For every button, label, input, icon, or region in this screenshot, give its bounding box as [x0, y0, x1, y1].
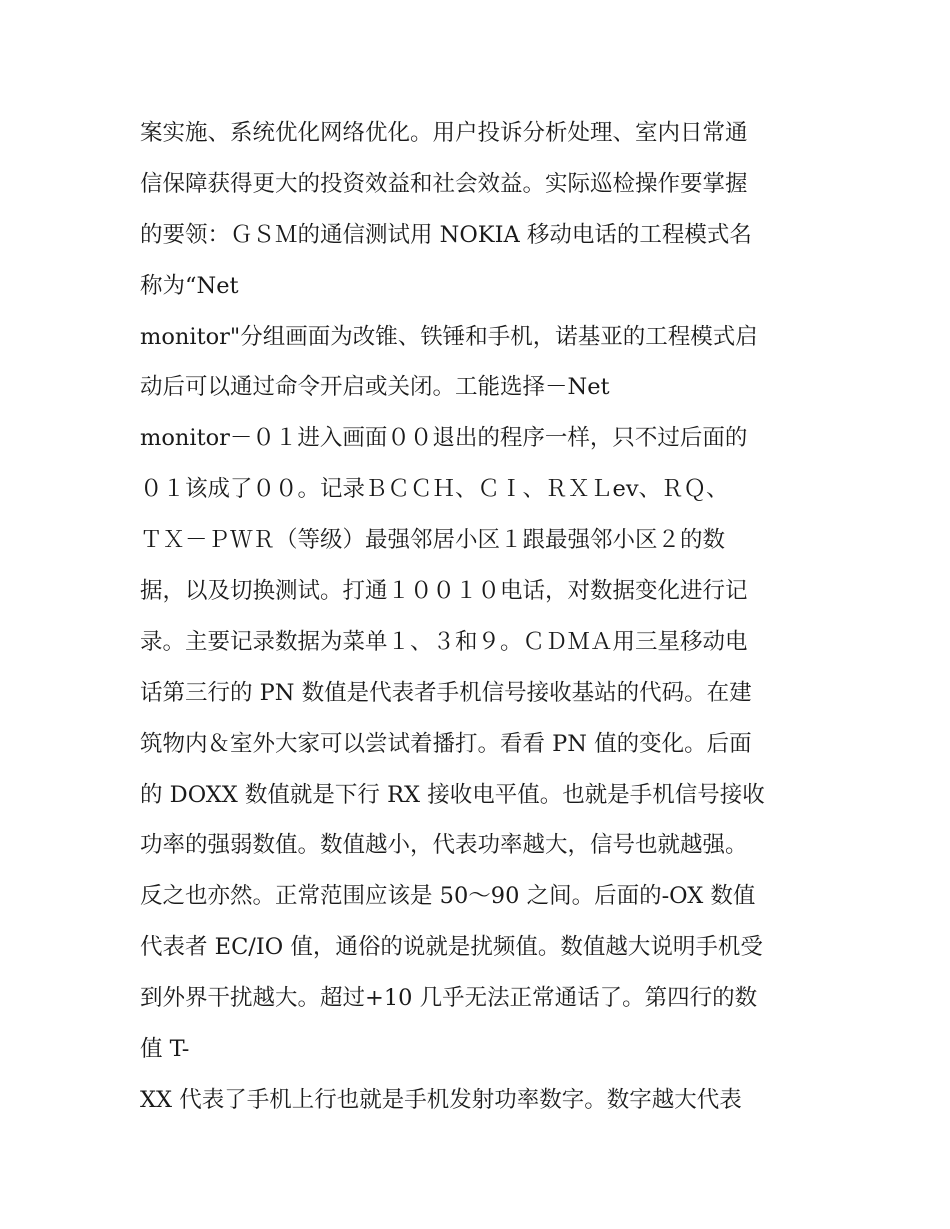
text-line: XX 代表了手机上行也就是手机发射功率数字。数字越大代表 — [140, 1086, 742, 1113]
text-line: 案实施、系统优化网络优化。用户投诉分析处理、室内日常通 — [140, 120, 748, 146]
text-line: 据，以及切换测试。打通１００１０电话，对数据变化进行记 — [140, 578, 748, 605]
text-line: 的要领：ＧＳＭ的通信测试用 NOKIA 移动电话的工程模式名 — [140, 221, 752, 248]
text-line: ＴＸ－ＰＷＲ（等级）最强邻居小区１跟最强邻小区２的数 — [140, 527, 726, 554]
body-text — [140, 108, 820, 1126]
text-line: 动后可以通过命令开启或关闭。工能选择－Net — [140, 374, 610, 401]
text-line: monitor－０１进入画面００退出的程序一样，只不过后面的 — [140, 425, 748, 452]
text-line: 代表者 EC/IO 值，通俗的说就是扰频值。数值越大说明手机受 — [140, 934, 763, 961]
text-line: 功率的强弱数值。数值越小，代表功率越大，信号也就越强。 — [140, 832, 748, 859]
text-line: monitor"分组画面为改锥、铁锤和手机，诺基亚的工程模式启 — [140, 323, 758, 350]
text-line: 的 DOXX 数值就是下行 RX 接收电平值。也就是手机信号接收 — [140, 781, 765, 808]
text-line: 称为“Net — [140, 272, 239, 299]
text-line: 筑物内＆室外大家可以尝试着播打。看看 PN 值的变化。后面 — [140, 730, 752, 757]
text-line: 录。主要记录数据为菜单１、３和９。ＣＤＭＡ用三星移动电 — [140, 628, 748, 655]
text-line: 到外界干扰越大。超过+10 几乎无法正常通话了。第四行的数 — [140, 985, 758, 1012]
text-line: 值 T- — [140, 1036, 190, 1063]
text-line: 反之也亦然。正常范围应该是 50～90 之间。后面的-OX 数值 — [140, 883, 756, 910]
text-line: 信保障获得更大的投资效益和社会效益。实际巡检操作要掌握 — [140, 170, 748, 197]
text-line: 话第三行的 PN 数值是代表者手机信号接收基站的代码。在建 — [140, 679, 752, 706]
text-line: ０１该成了００。记录ＢＣＣＨ、ＣＩ、ＲＸＬev、ＲＱ、 — [140, 476, 729, 503]
